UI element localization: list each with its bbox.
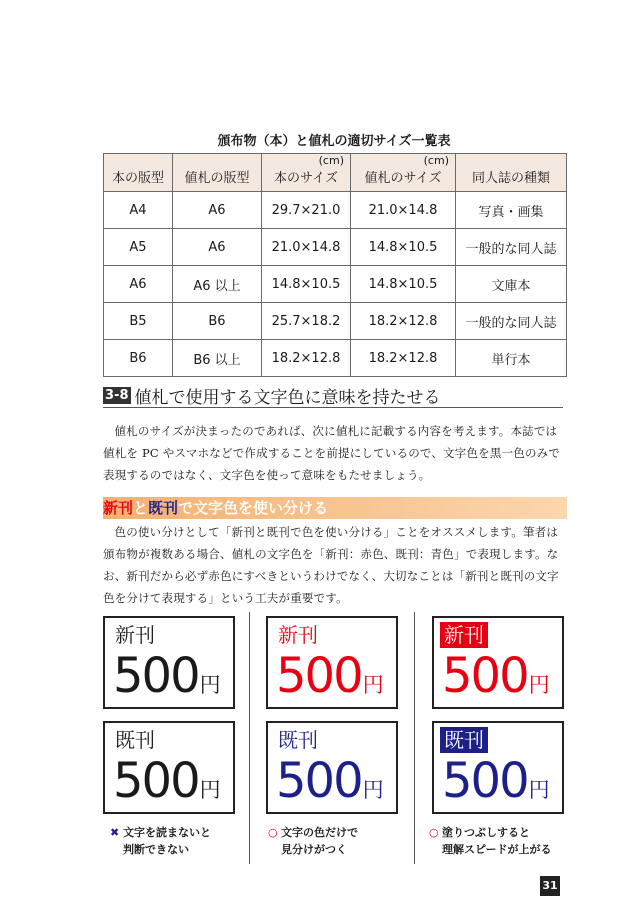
header-book-format: 本の版型: [104, 154, 173, 192]
table-cell: 18.2×12.8: [351, 303, 456, 340]
price-value: 500: [442, 648, 528, 704]
subsection-title-to: と: [133, 499, 149, 517]
table-cell: 21.0×14.8: [351, 192, 456, 229]
caption-line2: 見分けがつく: [281, 843, 347, 856]
header-tag-size-label: 値札のサイズ: [364, 171, 442, 186]
price-tag-color-old: [266, 721, 398, 814]
table-cell: 一般的な同人誌: [456, 303, 567, 340]
subsection-title-old: 既刊: [148, 499, 179, 517]
section-number: 3-8: [105, 388, 129, 403]
page-number: 31: [540, 876, 560, 896]
tag-label: 新刊: [115, 623, 155, 647]
tag-label: 新刊: [278, 623, 318, 647]
section-title: 値札で使用する文字色に意味を持たせる: [134, 388, 441, 408]
table-cell: A6: [173, 192, 262, 229]
subsection-paragraph: [103, 521, 565, 609]
paragraph-text: 色の使い分けとして「新刊と既刊で色を使い分ける」ことをオススメします。筆者は頒布物が複数ある場合、値札の文字色を「新刊：赤色、既刊：青色」で表現します。なお、新刊だから必ず赤色にすべきというわけでなく、大切なことは「新刊と既刊の文字色を分けて表現する」という工夫が重要です。: [103, 525, 559, 605]
paragraph-text: 値札のサイズが決まったのであれば、次に値札に記載する内容を考えます。本誌では値札を PC やスマホなどで作成することを前提にしているので、文字色を黒一色のみで表現するのではなく、文字色を使って意味をもたせましょう。: [103, 424, 561, 482]
table-cell: B6: [173, 303, 262, 340]
yen-unit: 円: [199, 673, 221, 697]
table-row: [104, 303, 567, 340]
price-value: 500: [276, 753, 362, 809]
header-doujin-type: 同人誌の種類: [456, 154, 567, 192]
price-tag-black-new: [103, 616, 235, 709]
section-paragraph: [103, 420, 565, 486]
price-tag-filled-old: [432, 721, 564, 814]
table-cell: 25.7×18.2: [262, 303, 351, 340]
header-book-size: [262, 154, 351, 192]
yen-unit: 円: [362, 673, 384, 697]
table-cell: 一般的な同人誌: [456, 229, 567, 266]
tag-price: [276, 753, 384, 818]
circle-icon: ○: [268, 826, 278, 839]
yen-unit: 円: [528, 673, 550, 697]
yen-unit: 円: [199, 778, 221, 802]
table-cell: 単行本: [456, 340, 567, 377]
caption-black: [110, 824, 211, 858]
circle-icon: ○: [429, 826, 439, 839]
table-title: 頒布物（本）と値札の適切サイズ一覧表: [217, 134, 451, 149]
price-tag-color-new: [266, 616, 398, 709]
caption-line1: 塗りつぶしすると: [442, 826, 530, 839]
unit-label: (cm): [423, 154, 449, 167]
size-table: [103, 153, 567, 377]
caption-line1: 文字を読まないと: [123, 826, 211, 839]
table-cell: 14.8×10.5: [351, 229, 456, 266]
header-tag-format: 値札の版型: [173, 154, 262, 192]
table-row: [104, 266, 567, 303]
yen-unit: 円: [528, 778, 550, 802]
header-book-size-label: 本のサイズ: [274, 171, 338, 186]
table-cell: A6: [104, 266, 173, 303]
table-cell: 21.0×14.8: [262, 229, 351, 266]
table-cell: B6 以上: [173, 340, 262, 377]
subsection-title-rest: で文字色を使い分ける: [178, 499, 329, 517]
tag-label: 既刊: [115, 728, 155, 752]
tag-price: [442, 753, 550, 818]
table-row: [104, 192, 567, 229]
caption-line2: 理解スピードが上がる: [442, 843, 552, 856]
table-header-row: [104, 154, 567, 192]
caption-color: [268, 824, 358, 858]
column-divider: [249, 612, 250, 864]
price-value: 500: [113, 753, 199, 809]
subsection-heading: [103, 497, 567, 519]
table-cell: 29.7×21.0: [262, 192, 351, 229]
table-cell: 18.2×12.8: [262, 340, 351, 377]
price-tag-black-old: [103, 721, 235, 814]
yen-unit: 円: [362, 778, 384, 802]
table-cell: 18.2×12.8: [351, 340, 456, 377]
subsection-title-new: 新刊: [103, 499, 134, 517]
table-cell: A6 以上: [173, 266, 262, 303]
table-cell: 14.8×10.5: [262, 266, 351, 303]
price-value: 500: [113, 648, 199, 704]
tag-price: [113, 753, 221, 818]
table-cell: 写真・画集: [456, 192, 567, 229]
tag-price: [113, 648, 221, 713]
price-value: 500: [276, 648, 362, 704]
unit-label: (cm): [318, 154, 344, 167]
tag-label: 新刊: [440, 622, 488, 648]
price-value: 500: [442, 753, 528, 809]
table-cell: B6: [104, 340, 173, 377]
table-row: [104, 229, 567, 266]
tag-label: 既刊: [440, 727, 488, 753]
caption-line2: 判断できない: [123, 843, 189, 856]
section-heading: [103, 383, 563, 408]
table-cell: 14.8×10.5: [351, 266, 456, 303]
tag-label: 既刊: [278, 728, 318, 752]
table-cell: 文庫本: [456, 266, 567, 303]
price-tag-filled-new: [432, 616, 564, 709]
tag-price: [276, 648, 384, 713]
table-cell: B5: [104, 303, 173, 340]
table-cell: A4: [104, 192, 173, 229]
table-row: [104, 340, 567, 377]
header-tag-size: [351, 154, 456, 192]
tag-price: [442, 648, 550, 713]
caption-line1: 文字の色だけで: [281, 826, 358, 839]
cross-icon: ✖: [110, 826, 120, 839]
table-cell: A5: [104, 229, 173, 266]
table-cell: A6: [173, 229, 262, 266]
caption-filled: [429, 824, 552, 858]
column-divider: [414, 612, 415, 864]
